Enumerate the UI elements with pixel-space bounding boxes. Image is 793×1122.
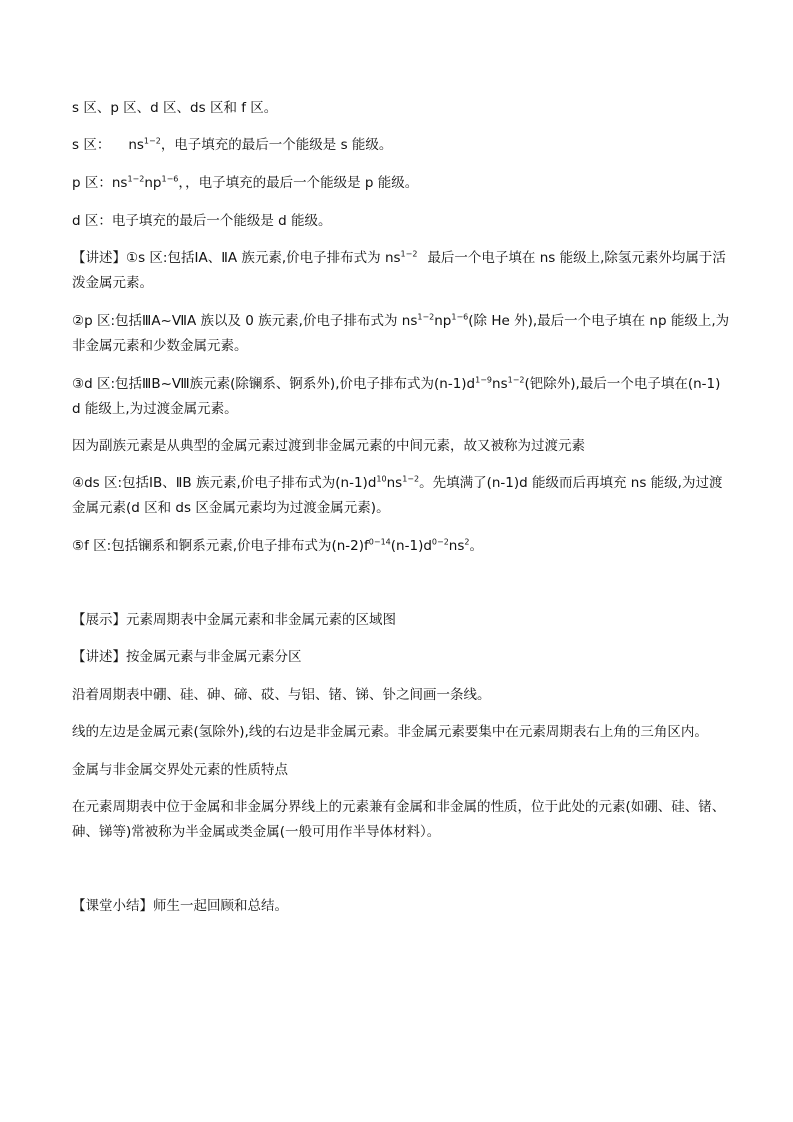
paragraph-boundary-properties bbox=[72, 758, 732, 783]
formula-text: ns bbox=[128, 137, 144, 153]
text: s 区： bbox=[72, 137, 111, 153]
paragraph-s-block bbox=[72, 133, 732, 158]
paragraph-lecture-partition bbox=[72, 645, 732, 670]
paragraph-lecture-ds bbox=[72, 471, 732, 521]
text: (除 He 外),最后一个电子填在 np 能级上,为非金属元素和少数金属元素。 bbox=[72, 313, 730, 354]
text: ，，电子填充的最后一个能级是 p 能级。 bbox=[178, 175, 419, 191]
paragraph-semimetals bbox=[72, 795, 732, 845]
text: ②p 区:包括ⅢA~ⅦA 族以及 0 族元素,价电子排布式为 ns bbox=[72, 313, 418, 329]
paragraph-left-right bbox=[72, 720, 752, 745]
superscript: 1−9 bbox=[475, 375, 493, 385]
paragraph-display bbox=[72, 608, 732, 633]
text: ④ds 区:包括ⅠB、ⅡB 族元素,价电子排布式为(n-1)d bbox=[72, 475, 377, 491]
paragraph-p-block bbox=[72, 171, 732, 196]
superscript: 1−6 bbox=[451, 312, 469, 322]
text: np bbox=[144, 175, 162, 191]
superscript: 1−2 bbox=[400, 249, 418, 259]
text: ，电子填充的最后一个能级是 s 能级。 bbox=[160, 137, 393, 153]
text: 在元素周期表中位于金属和非金属分界线上的元素兼有金属和非金属的性质，位于此处的元素(如硼、硅、锗、砷、锑等)常被称为半金属或类金属(一般可用作半导体材料）。 bbox=[72, 799, 726, 840]
text: 因为副族元素是从典型的金属元素过渡到非金属元素的中间元素，故又被称为过渡元素 bbox=[72, 438, 585, 454]
text: (钯除外),最后一个电子填在(n-1) d 能级上,为过渡金属元素。 bbox=[72, 376, 721, 417]
paragraph-regions bbox=[72, 96, 732, 121]
paragraph-lecture-p bbox=[72, 309, 732, 359]
text: 【讲述】①s 区:包括ⅠA、ⅡA 族元素,价电子排布式为 ns bbox=[72, 250, 401, 266]
text: ns bbox=[492, 376, 508, 392]
text: 。 bbox=[469, 538, 483, 554]
text: (n-1)d bbox=[390, 538, 432, 554]
paragraph-lecture-s bbox=[72, 246, 732, 296]
superscript: 0−2 bbox=[431, 537, 449, 547]
text: ns bbox=[448, 538, 465, 554]
text: 沿着周期表中硼、硅、砷、碲、砹、与铝、锗、锑、钋之间画一条线。 bbox=[72, 687, 491, 703]
superscript: 1−2 bbox=[127, 174, 145, 184]
paragraph-lecture-d bbox=[72, 372, 732, 422]
text: 【讲述】按金属元素与非金属元素分区 bbox=[72, 649, 302, 665]
text: p 区：ns bbox=[72, 175, 128, 191]
paragraph-summary bbox=[72, 894, 732, 919]
superscript: 2 bbox=[464, 537, 470, 547]
paragraph-d-block bbox=[72, 209, 732, 234]
text: ③d 区:包括ⅢB~Ⅷ族元素(除镧系、锕系外),价电子排布式为(n-1)d bbox=[72, 376, 476, 392]
paragraph-boundary-line bbox=[72, 683, 732, 708]
superscript: 10 bbox=[376, 474, 387, 484]
text: ⑤f 区:包括镧系和锕系元素,价电子排布式为(n-2)f bbox=[72, 538, 369, 554]
text: 线的左边是金属元素(氢除外),线的右边是非金属元素。非金属元素要集中在元素周期表右上角的三角区内。 bbox=[72, 724, 708, 740]
text: 金属与非金属交界处元素的性质特点 bbox=[72, 762, 288, 778]
superscript: 0−14 bbox=[368, 537, 391, 547]
text: np bbox=[434, 313, 452, 329]
superscript: 1−6 bbox=[161, 174, 179, 184]
text: d 区：电子填充的最后一个能级是 d 能级。 bbox=[72, 213, 332, 229]
text: 。先填满了(n-1)d 能级而后再填充 ns 能级,为过渡金属元素(d 区和 ds 区金属元素均为过渡金属元素)。 bbox=[72, 475, 723, 516]
paragraph-lecture-f bbox=[72, 534, 732, 559]
superscript: 1−2 bbox=[143, 136, 161, 146]
text: 【展示】元素周期表中金属元素和非金属元素的区域图 bbox=[72, 612, 396, 628]
text: ns bbox=[386, 475, 403, 491]
superscript: 1−2 bbox=[507, 375, 525, 385]
text: 最后一个电子填在 ns 能级上,除氢元素外均属于活泼金属元素。 bbox=[72, 250, 726, 291]
text: s 区、p 区、d 区、ds 区和 f 区。 bbox=[72, 100, 278, 116]
superscript: 1−2 bbox=[417, 312, 435, 322]
paragraph-transition bbox=[72, 434, 732, 459]
text: 【课堂小结】师生一起回顾和总结。 bbox=[72, 898, 288, 914]
superscript: 1−2 bbox=[402, 474, 420, 484]
